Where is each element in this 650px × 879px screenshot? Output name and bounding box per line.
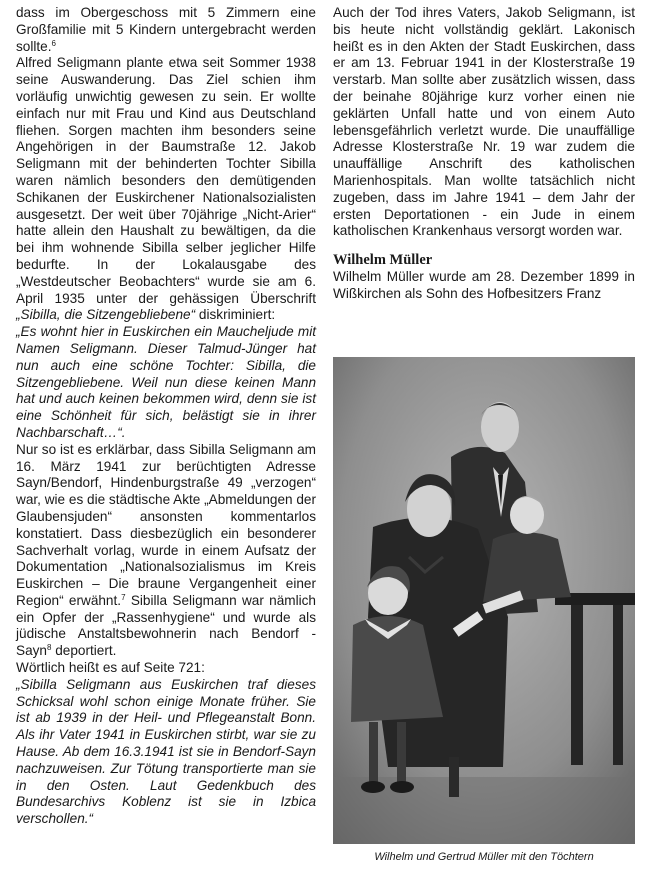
left-column	[16, 5, 316, 828]
paragraph: Alfred Seligmann plante etwa seit Sommer 1938 seine Auswanderung. Das Ziel schien ihm vorläufig unwichtig gewesen zu sein. Er wollte einfach nur mit Frau und Kind aus Deutschland fliehen. Sorgen machten ihm besonders seine Angehörigen in der Baumstraße 12. Jakob Seligmann mit der behinderten Tochter Sibilla waren nämlich besonders den demütigenden Schikanen der Euskirchener Nationalsozialisten ausgesetzt. Der weit über 70jährige „Nicht-Arier“ hatte allein den Haushalt zu bewältigen, da die bei ihm wohnende Sibilla selber jeglicher Hilfe bedurfte. In der Lokalausgabe des „Westdeutscher Beobachters“ wurde sie am 6. April 1935 unter der gehässigen Überschrift „Sibilla, die Sitzengebliebene“ diskriminiert:	[16, 55, 316, 323]
paragraph: dass im Obergeschoss mit 5 Zimmern eine Großfamilie mit 5 Kindern untergebracht werden sollte.$^6$	[16, 5, 316, 54]
right-column	[333, 5, 635, 303]
article-headline: „Sibilla, die Sitzengebliebene“	[16, 307, 196, 323]
paragraph: Nur so ist es erklärbar, dass Sibilla Seligmann am 16. März 1941 zur berüchtigten Adresse Sayn/Bendorf, Hindenburgstraße 49 „verzogen“ war, wie es die städtische Akte „Abmeldungen der Glaubensjuden“ ansonsten kommentarlos konstatiert. Dass diesbezüglich ein besonderer Sachverhalt vorlag, wurde in einem Aufsatz der Dokumentation „Nationalsozialismus im Kreis Euskirchen – Die braune Vergangenheit einer Region“ erwähnt.$^7$ Sibilla Seligmann war nämlich ein Opfer der „Rassenhygiene“ und wurde als jüdische Anstaltsbewohnerin nach Bendorf - Sayn$^8$ deportiert.	[16, 441, 316, 659]
paragraph: Auch der Tod ihres Vaters, Jakob Seligmann, ist bis heute nicht vollständig geklärt. Lakonisch heißt es in den Akten der Stadt Euskirchen, dass er am 13. Februar 1941 in der Klosterstraße 19 verstarb. Man sollte aber zusätzlich wissen, dass der beinahe 80jährige kurz vorher einen nie geklärten Unfall hatte und von einem Auto lebensgefährlich verletzt wurde. Die unauffällige Adresse Klosterstraße Nr. 19 war zudem die unauffällige Anschrift des katholischen Marienhospitals. Man wollte tatsächlich nicht zugeben, dass im Jahre 1941 – dem Jahr der ersten Deportationen - ein Jude in einem katholischen Krankenhaus versorgt worden war.	[333, 5, 635, 239]
paragraph: Wörtlich heißt es auf Seite 721:	[16, 660, 205, 676]
footnote-ref: 6	[51, 38, 56, 48]
footnote-ref: 8	[46, 643, 52, 653]
quotation: „Es wohnt hier in Euskirchen ein Maucheljude mit Namen Seligmann. Dieser Talmud-Jünger hat nun auch eine schöne Tochter: Sibilla, die Sitzengebliebene. Weil nun diese keinen Mann hat und auch keinen bekommen wird, denn sie ist eine Schönheit für sich, belästigt sie in ihrer Nachbarschaft…“.	[16, 324, 316, 440]
paragraph: Wilhelm Müller wurde am 28. Dezember 1899 in Wißkirchen als Sohn des Hofbesitzers Franz	[333, 268, 635, 301]
footnote-ref: 7	[121, 592, 126, 602]
section-heading: Wilhelm Müller	[333, 252, 433, 269]
family-photo	[333, 357, 635, 844]
family-photo-illustration	[333, 357, 635, 844]
photo-caption: Wilhelm und Gertrud Müller mit den Töchtern	[374, 851, 594, 863]
quotation: „Sibilla Seligmann aus Euskirchen traf dieses Schicksal wohl schon einige Monate früher. Sie ist ab 1939 in der Heil- und Pflegeanstalt Bonn. Als ihr Vater 1941 in Euskirchen stirbt, war sie zu Hause. Ab dem 16.3.1941 ist sie in Bendorf-Sayn nachzuweisen. Zur Tötung transportierte man sie in den Osten. Laut Gedenkbuch des Bundesarchivs Koblenz ist sie in Izbica verschollen.“	[16, 676, 316, 827]
